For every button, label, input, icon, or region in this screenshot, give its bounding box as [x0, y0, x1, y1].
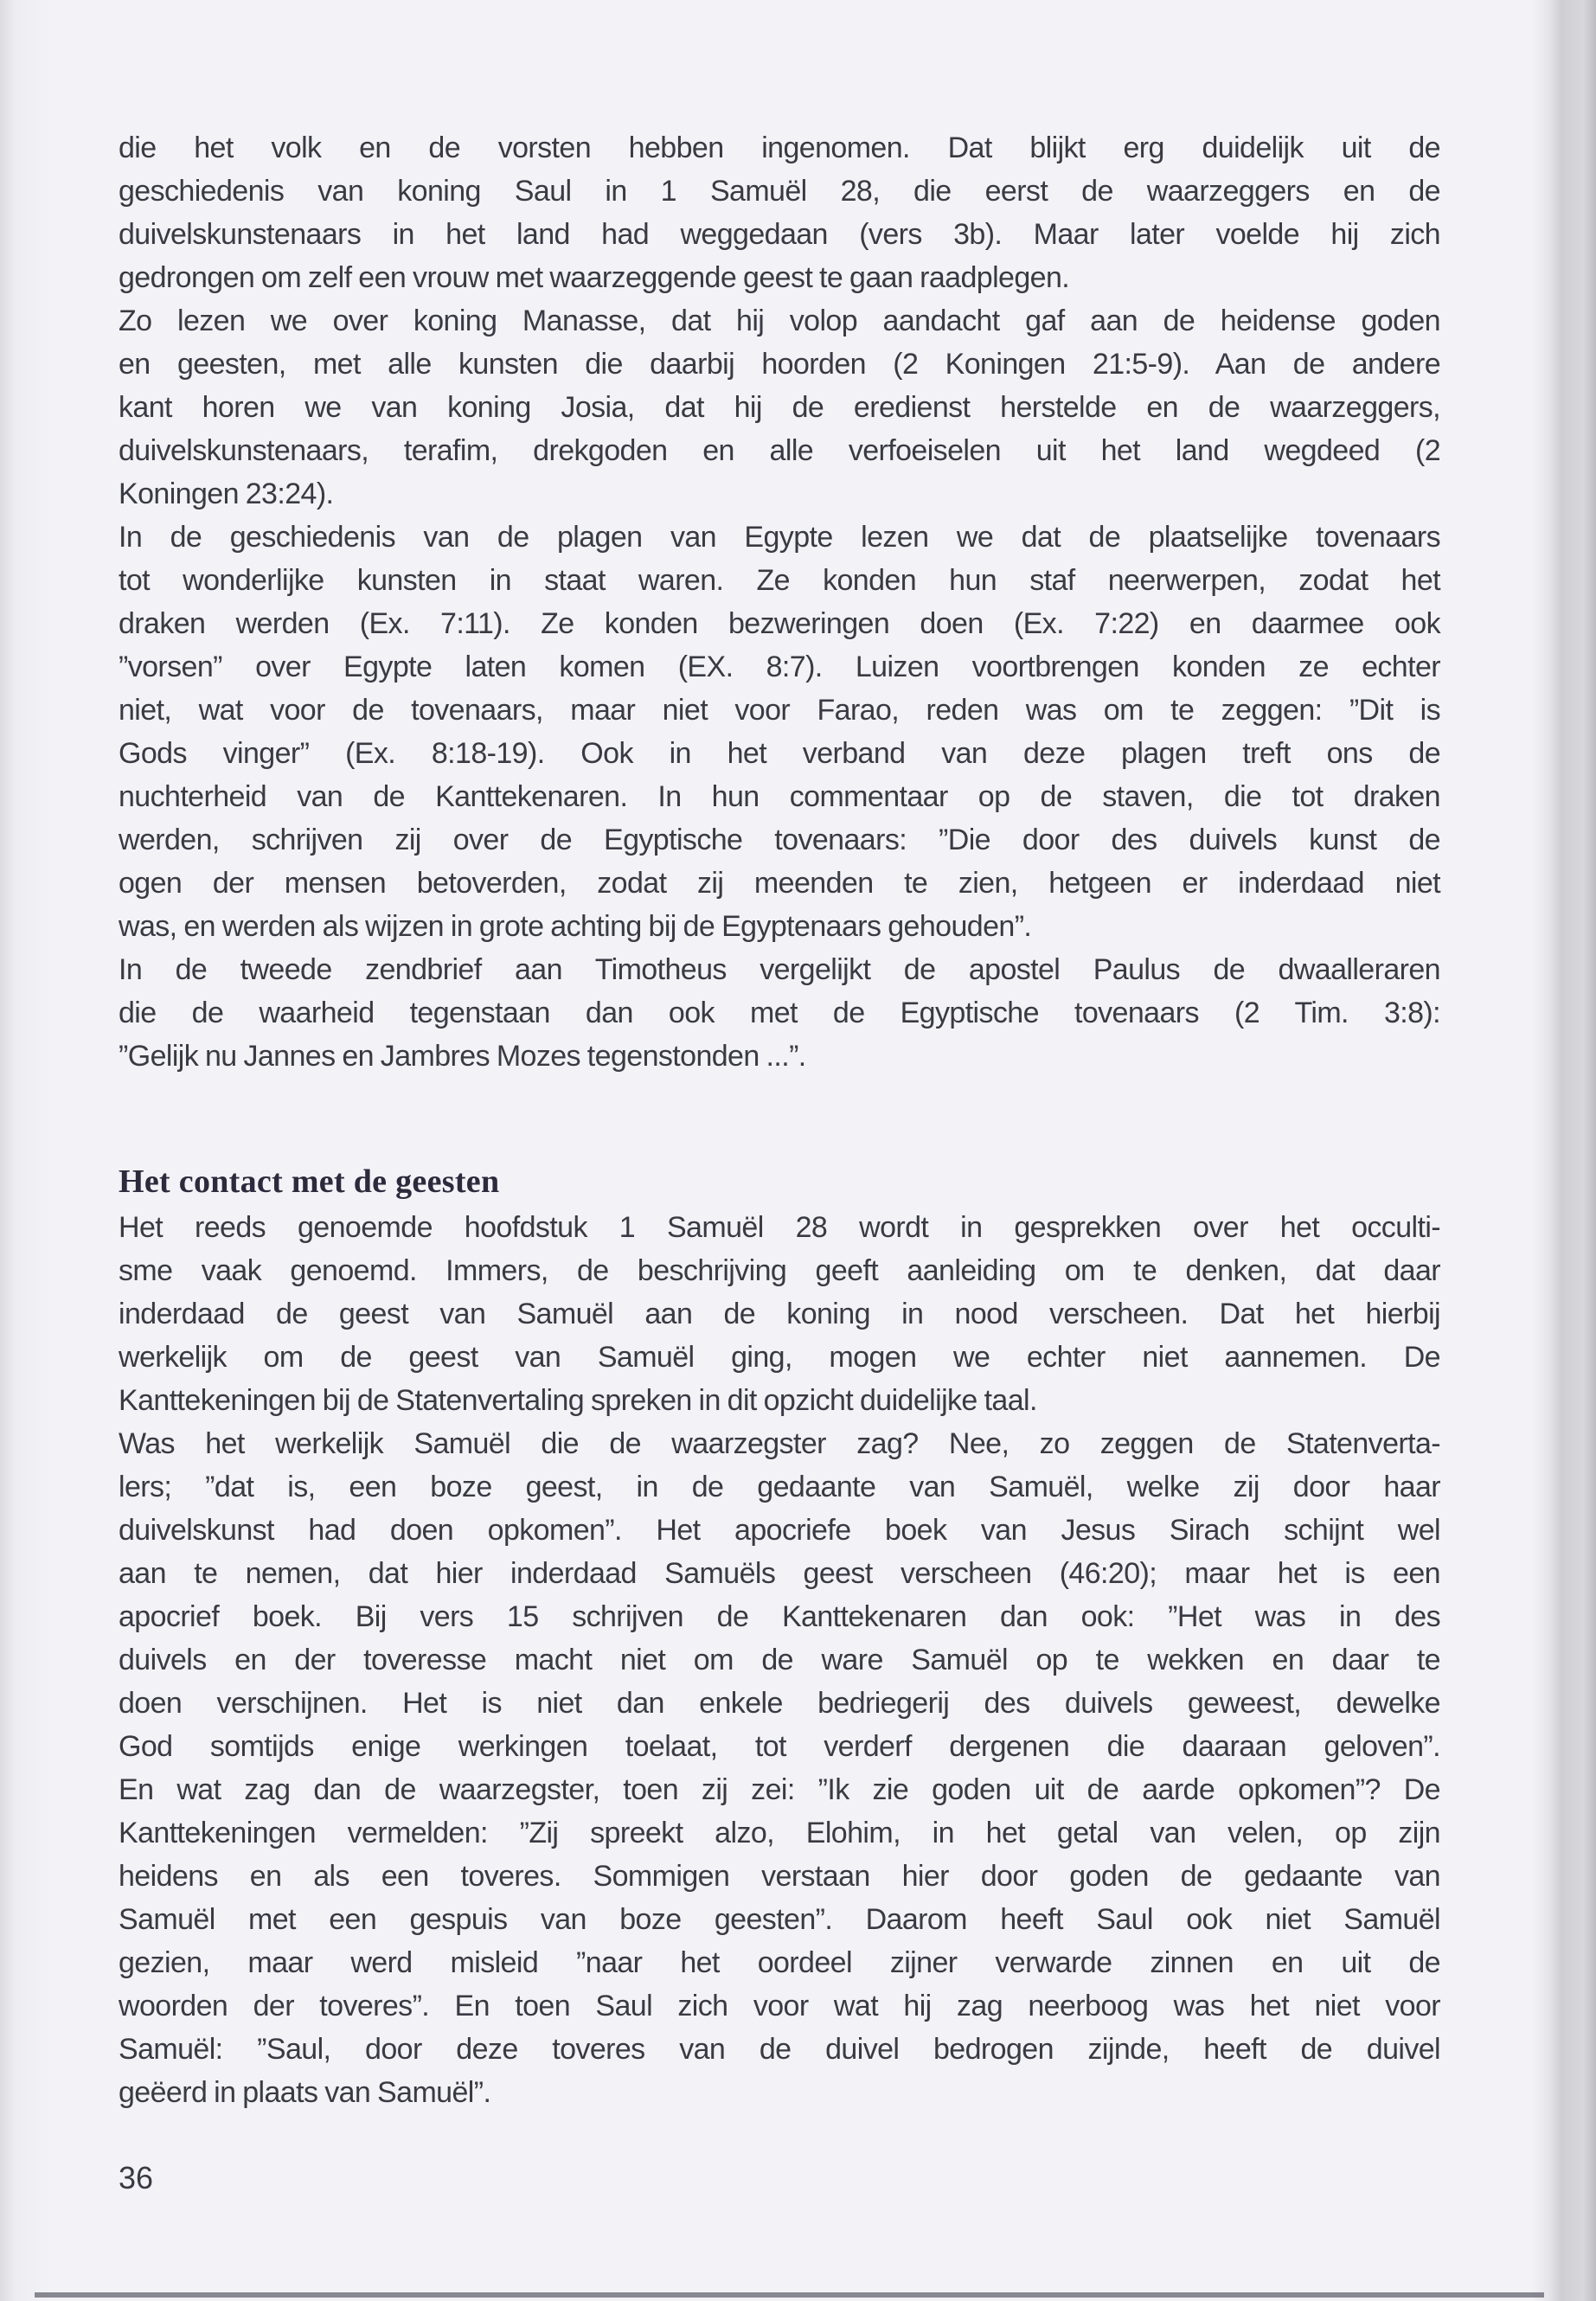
text-line: nuchterheid van de Kanttekenaren. In hun commentaar op de staven, die tot draken [119, 780, 1440, 813]
text-line: werkelijk om de geest van Samuël ging, mogen we echter niet aannemen. De [119, 1341, 1440, 1374]
text-line: lers; ”dat is, een boze geest, in de gedaante van Samuël, welke zij door haar [119, 1471, 1440, 1503]
text-line: God somtijds enige werkingen toelaat, tot verderf dergenen die daaraan geloven”. [119, 1730, 1440, 1763]
text-line: In de tweede zendbrief aan Timotheus vergelijkt de apostel Paulus de dwaalleraren [119, 953, 1440, 986]
text-line: gedrongen om zelf een vrouw met waarzeggende geest te gaan raadplegen. [119, 261, 1070, 294]
text-line: inderdaad de geest van Samuël aan de koning in nood verscheen. Dat het hierbij [119, 1298, 1440, 1330]
paragraph [119, 948, 1440, 1078]
text-line: aan te nemen, dat hier inderdaad Samuëls geest verscheen (46:20); maar het is een [119, 1557, 1440, 1590]
text-line: kant horen we van koning Josia, dat hij de eredienst herstelde en de waarzeggers, [119, 391, 1440, 424]
text-line: ”Gelijk nu Jannes en Jambres Mozes tegenstonden ...”. [119, 1040, 806, 1073]
text-line: werden, schrijven zij over de Egyptische tovenaars: ”Die door des duivels kunst de [119, 824, 1440, 856]
body-text-section-1 [119, 126, 1440, 1078]
text-line: Was het werkelijk Samuël die de waarzegster zag? Nee, zo zeggen de Statenverta- [119, 1427, 1440, 1460]
text-line: apocrief boek. Bij vers 15 schrijven de Kanttekenaren dan ook: ”Het was in des [119, 1600, 1440, 1633]
text-line: duivels en der toveresse macht niet om de ware Samuël op te wekken en daar te [119, 1644, 1440, 1676]
section-heading: Het contact met de geesten [119, 1163, 500, 1200]
paragraph [119, 299, 1440, 516]
text-line: geschiedenis van koning Saul in 1 Samuël 28, die eerst de waarzeggers en de [119, 175, 1440, 208]
text-line: doen verschijnen. Het is niet dan enkele bedriegerij des duivels geweest, dewelke [119, 1687, 1440, 1720]
paragraph [119, 1206, 1440, 1422]
text-line: geëerd in plaats van Samuël”. [119, 2076, 491, 2109]
page-bottom-edge [35, 2292, 1544, 2298]
page-number: 36 [119, 2160, 154, 2195]
paragraph [119, 1422, 1440, 2114]
body-text-section-2 [119, 1206, 1440, 2114]
text-line: niet, wat voor de tovenaars, maar niet voor Farao, reden was om te zeggen: ”Dit is [119, 694, 1440, 727]
text-line: duivelskunst had doen opkomen”. Het apocriefe boek van Jesus Sirach schijnt wel [119, 1514, 1440, 1547]
text-line: was, en werden als wijzen in grote achting bij de Egyptenaars gehouden”. [119, 910, 1032, 943]
text-line: heidens en als een toveres. Sommigen verstaan hier door goden de gedaante van [119, 1860, 1440, 1893]
text-line: draken werden (Ex. 7:11). Ze konden bezweringen doen (Ex. 7:22) en daarmee ook [119, 607, 1440, 640]
text-line: Kanttekeningen bij de Statenvertaling spreken in dit opzicht duidelijke taal. [119, 1384, 1037, 1417]
text-line: die de waarheid tegenstaan dan ook met de Egyptische tovenaars (2 Tim. 3:8): [119, 997, 1440, 1029]
text-line: duivelskunstenaars in het land had weggedaan (vers 3b). Maar later voelde hij zich [119, 218, 1440, 251]
text-line: Het reeds genoemde hoofdstuk 1 Samuël 28 wordt in gesprekken over het occulti- [119, 1211, 1440, 1244]
text-line: Koningen 23:24). [119, 478, 334, 510]
text-line: Samuël: ”Saul, door deze toveres van de duivel bedrogen zijnde, heeft de duivel [119, 2033, 1440, 2066]
text-line: gezien, maar werd misleid ”naar het oordeel zijner verwarde zinnen en uit de [119, 1946, 1440, 1979]
text-line: woorden der toveres”. En toen Saul zich voor wat hij zag neerboog was het niet voor [119, 1990, 1440, 2022]
text-line: sme vaak genoemd. Immers, de beschrijving geeft aanleiding om te denken, dat daar [119, 1254, 1440, 1287]
text-line: In de geschiedenis van de plagen van Egypte lezen we dat de plaatselijke tovenaars [119, 521, 1440, 554]
text-line: Gods vinger” (Ex. 8:18-19). Ook in het verband van deze plagen treft ons de [119, 737, 1440, 770]
text-line: ogen der mensen betoverden, zodat zij meenden te zien, hetgeen er inderdaad niet [119, 867, 1440, 900]
text-line: Zo lezen we over koning Manasse, dat hij volop aandacht gaf aan de heidense goden [119, 304, 1440, 337]
paragraph [119, 126, 1440, 299]
paragraph [119, 516, 1440, 948]
text-line: Samuël met een gespuis van boze geesten”. Daarom heeft Saul ook niet Samuël [119, 1903, 1440, 1936]
text-line: die het volk en de vorsten hebben ingenomen. Dat blijkt erg duidelijk uit de [119, 131, 1440, 164]
text-line: duivelskunstenaars, terafim, drekgoden en alle verfoeiselen uit het land wegdeed (2 [119, 434, 1440, 467]
text-line: En wat zag dan de waarzegster, toen zij zei: ”Ik zie goden uit de aarde opkomen”? De [119, 1773, 1440, 1806]
text-line: ”vorsen” over Egypte laten komen (EX. 8:7). Luizen voortbrengen konden ze echter [119, 651, 1440, 683]
text-line: tot wonderlijke kunsten in staat waren. Ze konden hun staf neerwerpen, zodat het [119, 564, 1440, 597]
text-line: Kanttekeningen vermelden: ”Zij spreekt alzo, Elohim, in het getal van velen, op zijn [119, 1817, 1440, 1849]
text-line: en geesten, met alle kunsten die daarbij hoorden (2 Koningen 21:5-9). Aan de andere [119, 348, 1440, 381]
